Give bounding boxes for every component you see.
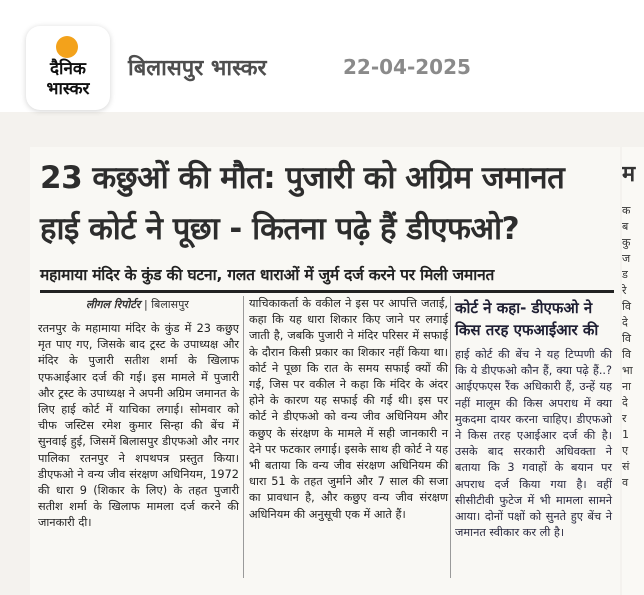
fragment-text: व xyxy=(622,476,629,489)
column-divider xyxy=(450,296,451,578)
fragment-text: कु xyxy=(622,236,631,249)
app-header xyxy=(0,0,644,112)
fragment-text: वि xyxy=(622,348,631,361)
fragment-text: ए xyxy=(622,444,629,457)
edition-date: 22-04-2025 xyxy=(343,55,471,79)
column-divider xyxy=(243,296,244,578)
byline: लीगल रिपोर्टर xyxy=(86,298,141,311)
divider xyxy=(40,290,614,293)
side-headline: कोर्ट ने कहा- डीएफओ ने किस तरह एफआईआर की xyxy=(455,299,599,339)
dainik-bhaskar-logo[interactable] xyxy=(26,26,110,110)
fragment-text: दे xyxy=(622,316,628,329)
fragment-text: म xyxy=(622,162,636,187)
edition-title: बिलासपुर भास्कर xyxy=(128,56,267,81)
article-column-1: रतनपुर के महामाया मंदिर के कुंड में 23 कछुए मृत पाए गए, जिसके बाद ट्रस्ट के उपाध्यक्ष और मंदिर के पुजारी सतीश शर्मा के खिलाफ एफआईआर दर्ज की गई। इस मामले में पुजारी और ट्रस्ट के उपाध्यक्ष ने अपनी अग्रिम जमानत के लिए हाई कोर्ट में याचिका लगाई। सोमवार को चीफ जस्टिस रमेश कुमार सिन्हा की बेंच में सुनवाई हुई, जिसमें बिलासपुर डीएफओ और नगर पालिका रतनपुर ने शपथपत्र प्रस्तुत किया। डीएफओ ने वन्य जीव संरक्षण अधिनियम, 1972 की धारा 9 (शिकार के लिए) के तहत पुजारी सतीश शर्मा के खिलाफ मामला दर्ज करने की जानकारी दी। xyxy=(38,322,239,530)
fragment-text: क xyxy=(622,204,631,217)
fragment-text: ज xyxy=(622,252,631,265)
sun-icon xyxy=(56,36,78,58)
adjacent-article-fragment xyxy=(622,147,644,595)
fragment-text: वि xyxy=(622,300,631,313)
article-column-2: याचिकाकर्ता के वकील ने इस पर आपत्ति जताई, कहा कि यह धारा शिकार किए जाने पर लगाई जाती है, जबकि पुजारी ने मंदिर परिसर में सफाई के दौरान किसी प्रकार का शिकार नहीं किया था। कोर्ट ने पूछा कि रात के समय सफाई क्यों की गई, जिस पर वकील ने कहा कि मंदिर के अंदर होने के कारण यह सफाई की गई थी। इस पर कोर्ट ने डीएफओ को वन्य जीव अधिनियम और कछुए के संरक्षण के मामले में सही जानकारी न देने पर फटकार लगाई। इसके साथ ही कोर्ट ने यह भी बताया कि वन्य जीव संरक्षण अधिनियम की धारा 51 के तहत जुर्माने और 7 साल की सजा का प्रावधान है, और कछुए वन्य जीव संरक्षण अधिनियम की अनुसूची एक में आते हैं। xyxy=(249,297,448,521)
fragment-text: 1 xyxy=(622,428,629,441)
fragment-text: र xyxy=(622,412,627,425)
fragment-text: रे xyxy=(622,284,627,297)
article-column-3: हाई कोर्ट की बेंच ने यह टिप्पणी की कि ये डीएफओ कौन हैं, क्या पढ़े हैं..? आईएफएस रैंक अधिकारी हैं, उन्हें यह नहीं मालूम की किस अपराध में क्या मुकदमा दायर करना चाहिए। डीएफओ ने किस तरह एआईआर दर्ज की है। उसके बाद सरकारी अधिवक्ता ने बताया कि 3 गवाहों के बयान पर अपराध दर्ज किया गया है। वहीं सीसीटीवी फुटेज में भी मामला सामने आया। दोनों पक्षों को सुनते हुए बेंच ने जमानत स्वीकार कर ली है। xyxy=(455,348,612,540)
logo-text-line1: दैनिक xyxy=(50,59,86,79)
subheadline: महामाया मंदिर के कुंड की घटना, गलत धाराओं में जुर्म दर्ज करने पर मिली जमानत xyxy=(40,266,495,284)
fragment-text: वि xyxy=(622,332,631,345)
logo-text-line2: भास्कर xyxy=(46,79,90,99)
fragment-text: सं xyxy=(622,460,630,473)
fragment-text: दे xyxy=(622,396,628,409)
headline-line-2: हाई कोर्ट ने पूछा - कितना पढ़े हैं डीएफओ? xyxy=(40,211,520,247)
byline-place: | बिलासपुर xyxy=(144,298,189,311)
fragment-text: ड xyxy=(622,268,628,281)
fragment-text: ना xyxy=(622,380,631,393)
headline-line-1: 23 कछुओं की मौत: पुजारी को अग्रिम जमानत xyxy=(40,160,565,196)
fragment-text: ब xyxy=(622,220,629,233)
fragment-text: भा xyxy=(622,364,633,377)
